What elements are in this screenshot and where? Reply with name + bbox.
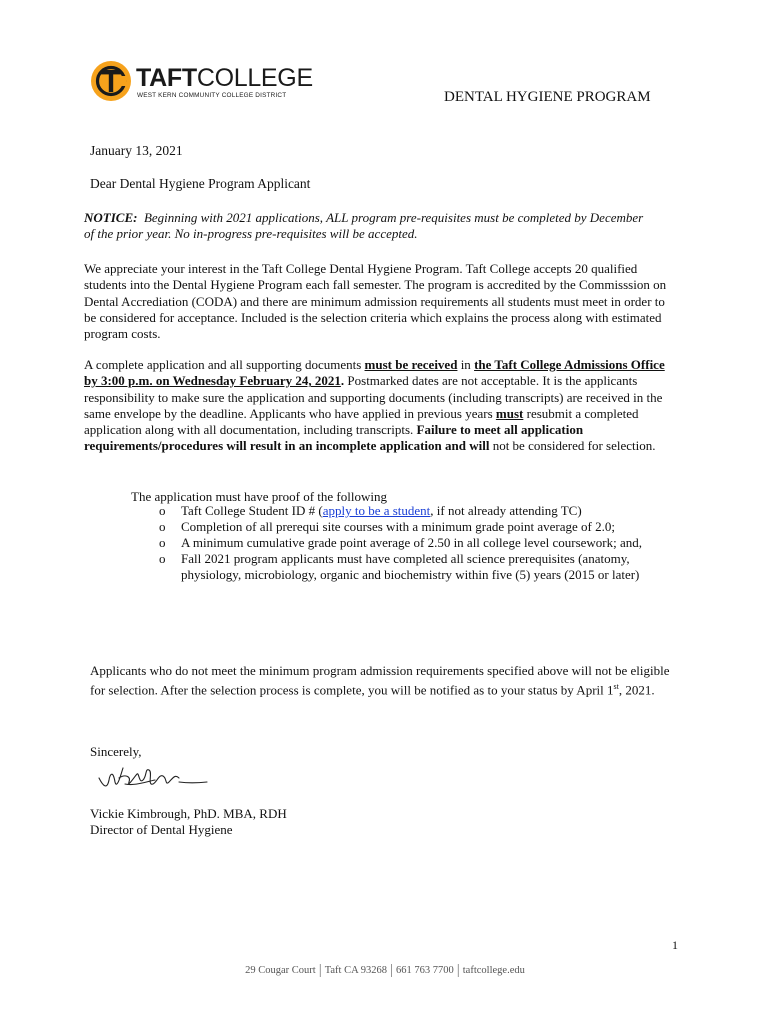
list-item: o A minimum cumulative grade point average of 2.50 in all college level coursework; and, [159, 535, 642, 550]
handwritten-signature [95, 756, 215, 798]
taft-college-seal-icon [90, 60, 136, 106]
bullet-icon: o [159, 551, 166, 566]
bullet-icon: o [159, 503, 166, 518]
notice-text: Beginning with 2021 applications, ALL program pre-requisites must be completed by December of the prior year. No in-progress pre-requisites will be accepted. [84, 210, 644, 241]
deadline-text: the Taft College Admissions Office by 3:00 p.m. on Wednesday February 24, 2021 [84, 357, 665, 389]
notice-label: NOTICE: [84, 210, 138, 225]
failure-warning: Failure to meet all application requirements/procedures will result in an incomplete application and will [84, 422, 584, 454]
footer-separator: | [318, 962, 322, 978]
program-title: DENTAL HYGIENE PROGRAM [444, 89, 651, 105]
letter-date: January 13, 2021 [90, 143, 183, 158]
signer-name: Vickie Kimbrough, PhD. MBA, RDH [90, 806, 287, 821]
notice-paragraph [84, 210, 644, 242]
salutation: Dear Dental Hygiene Program Applicant [90, 176, 311, 191]
logo-wordmark: TAFTCOLLEGE [136, 64, 313, 92]
intro-paragraph: We appreciate your interest in the Taft College Dental Hygiene Program. Taft College accepts 20 qualified students into the Dental Hygiene Program each fall semester. The program is accredited by the Commisssion on Dental Accrediation (CODA) and there are minimum admission requirements all students must meet in order to be considered for acceptance. Included is the selection criteria which explains the process along with estimated program costs. [84, 261, 667, 342]
footer-city: Taft CA 93268 [324, 965, 387, 976]
footer-separator: | [456, 962, 460, 978]
footer-phone: 661 763 7700 [396, 965, 454, 976]
signer-title: Director of Dental Hygiene [90, 822, 233, 837]
eligibility-paragraph: Applicants who do not meet the minimum program admission requirements specified above will not be eligible for selection. After the selection process is complete, you will be notified as to your status by April 1st, 2021. [90, 663, 670, 698]
closing: Sincerely, [90, 744, 142, 759]
list-item: o Taft College Student ID # (apply to be a student, if not already attending TC) [159, 503, 582, 518]
apply-to-be-a-student-link[interactable]: apply to be a student [322, 503, 431, 518]
footer-web: taftcollege.edu [462, 965, 525, 976]
logo-subtitle: WEST KERN COMMUNITY COLLEGE DISTRICT [137, 92, 287, 99]
list-item: o Completion of all prerequi site courses with a minimum grade point average of 2.0; [159, 519, 615, 534]
page-number: 1 [672, 938, 678, 952]
footer-address: 29 Cougar Court [245, 965, 316, 976]
requirements-list [159, 503, 679, 583]
footer-separator: | [389, 962, 393, 978]
list-item: o Fall 2021 program applicants must have completed all science prerequisites (anatomy, physiology, microbiology, organic and biochemistry within five (5) years (2015 or later) [159, 551, 640, 582]
requirements-intro: The application must have proof of the following [131, 489, 387, 504]
bullet-icon: o [159, 535, 166, 550]
deadline-paragraph: A complete application and all supporting documents must be received in the Taft College Admissions Office by 3:00 p.m. on Wednesday February 24, 2021. Postmarked dates are not acceptable. It is the applicants responsibility to make sure the application and supporting documents (including transcripts) are received in the same envelope by the deadline. Applicants who have applied in previous years must resubmit a completed application along with all documentation, including transcripts. Failure to meet all application requirements/procedures will result in an incomplete application and will not be considered for selection. [84, 357, 665, 454]
footer [0, 961, 770, 978]
must-be-received: must be received [364, 357, 458, 372]
bullet-icon: o [159, 519, 166, 534]
must-emphasis: must [495, 405, 524, 421]
